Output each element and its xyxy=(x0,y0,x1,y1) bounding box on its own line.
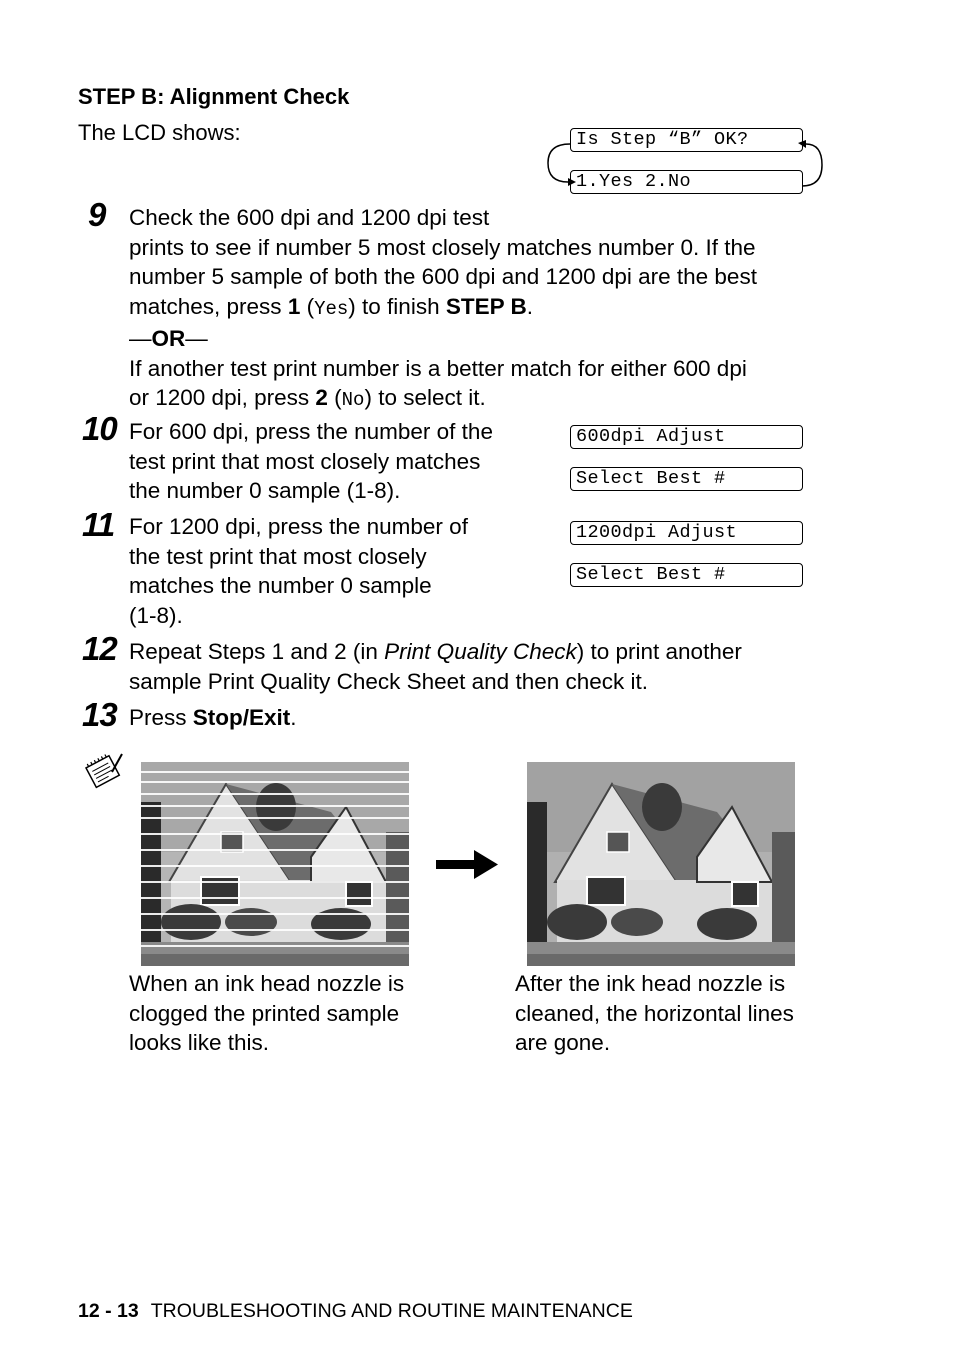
page-number: 12 - 13 xyxy=(78,1300,139,1322)
step-11-line: For 1200 dpi, press the number of xyxy=(129,514,468,539)
step-12-line: sample Print Quality Check Sheet and then check it. xyxy=(129,668,649,694)
step-9-line: matches, press 1 (Yes) to finish STEP B. xyxy=(129,293,533,320)
caption-line: are gone. xyxy=(515,1030,611,1055)
step-9-line: If another test print number is a better match for either 600 dpi xyxy=(129,355,747,381)
right-arrow-icon xyxy=(436,850,498,880)
cleaned-sample-image xyxy=(527,762,795,966)
lcd-600dpi-adjust: 600dpi Adjust xyxy=(570,425,803,449)
step-10-line: test print that most closely matches xyxy=(129,448,481,474)
lcd-select-best-600: Select Best # xyxy=(570,467,803,491)
step-number-11: 11 xyxy=(82,506,115,543)
step-9-line: Check the 600 dpi and 1200 dpi test xyxy=(129,205,490,230)
caption-line: clogged the printed sample xyxy=(129,1000,400,1026)
clogged-sample-image xyxy=(141,762,409,966)
caption-line: cleaned, the horizontal lines xyxy=(515,1000,794,1026)
lcd-1200dpi-adjust: 1200dpi Adjust xyxy=(570,521,803,545)
lcd-line-2: 1.Yes 2.No xyxy=(570,170,803,194)
step-12-line: Repeat Steps 1 and 2 (in Print Quality Check) to print another xyxy=(129,639,742,664)
step-9-text xyxy=(129,203,849,416)
note-pad-icon xyxy=(84,750,126,790)
step-12-text xyxy=(129,637,849,696)
step-10-line: For 600 dpi, press the number of the xyxy=(129,419,493,444)
lcd-line-1: Is Step “B” OK? xyxy=(570,128,803,152)
step-11-line: the test print that most closely xyxy=(129,543,427,569)
lcd-intro-text: The LCD shows: xyxy=(78,120,241,145)
page-footer xyxy=(78,1300,633,1323)
step-10-line: the number 0 sample (1-8). xyxy=(129,478,401,503)
step-number-10: 10 xyxy=(82,410,117,447)
step-13-text: Press Stop/Exit. xyxy=(129,705,297,730)
left-caption xyxy=(129,969,459,1058)
step-number-12: 12 xyxy=(82,630,117,667)
right-caption xyxy=(515,969,845,1058)
lcd-select-best-1200: Select Best # xyxy=(570,563,803,587)
caption-line: looks like this. xyxy=(129,1030,270,1055)
step-11-text xyxy=(129,512,549,630)
or-separator: —OR— xyxy=(129,326,208,351)
caption-line: When an ink head nozzle is xyxy=(129,971,405,996)
caption-line: After the ink head nozzle is xyxy=(515,971,786,996)
section-heading: STEP B: Alignment Check xyxy=(78,84,350,109)
step-9-line: or 1200 dpi, press 2 (No) to select it. xyxy=(129,385,486,411)
step-10-text xyxy=(129,417,549,506)
step-number-13: 13 xyxy=(82,696,117,733)
step-11-line: matches the number 0 sample xyxy=(129,573,432,598)
section-title: TROUBLESHOOTING AND ROUTINE MAINTENANCE xyxy=(150,1300,633,1322)
step-11-line: (1-8). xyxy=(129,602,183,628)
step-9-line: number 5 sample of both the 600 dpi and 1200 dpi are the best xyxy=(129,264,757,289)
step-9-line: prints to see if number 5 most closely matches number 0. If the xyxy=(129,234,756,260)
step-number-9: 9 xyxy=(88,196,106,233)
